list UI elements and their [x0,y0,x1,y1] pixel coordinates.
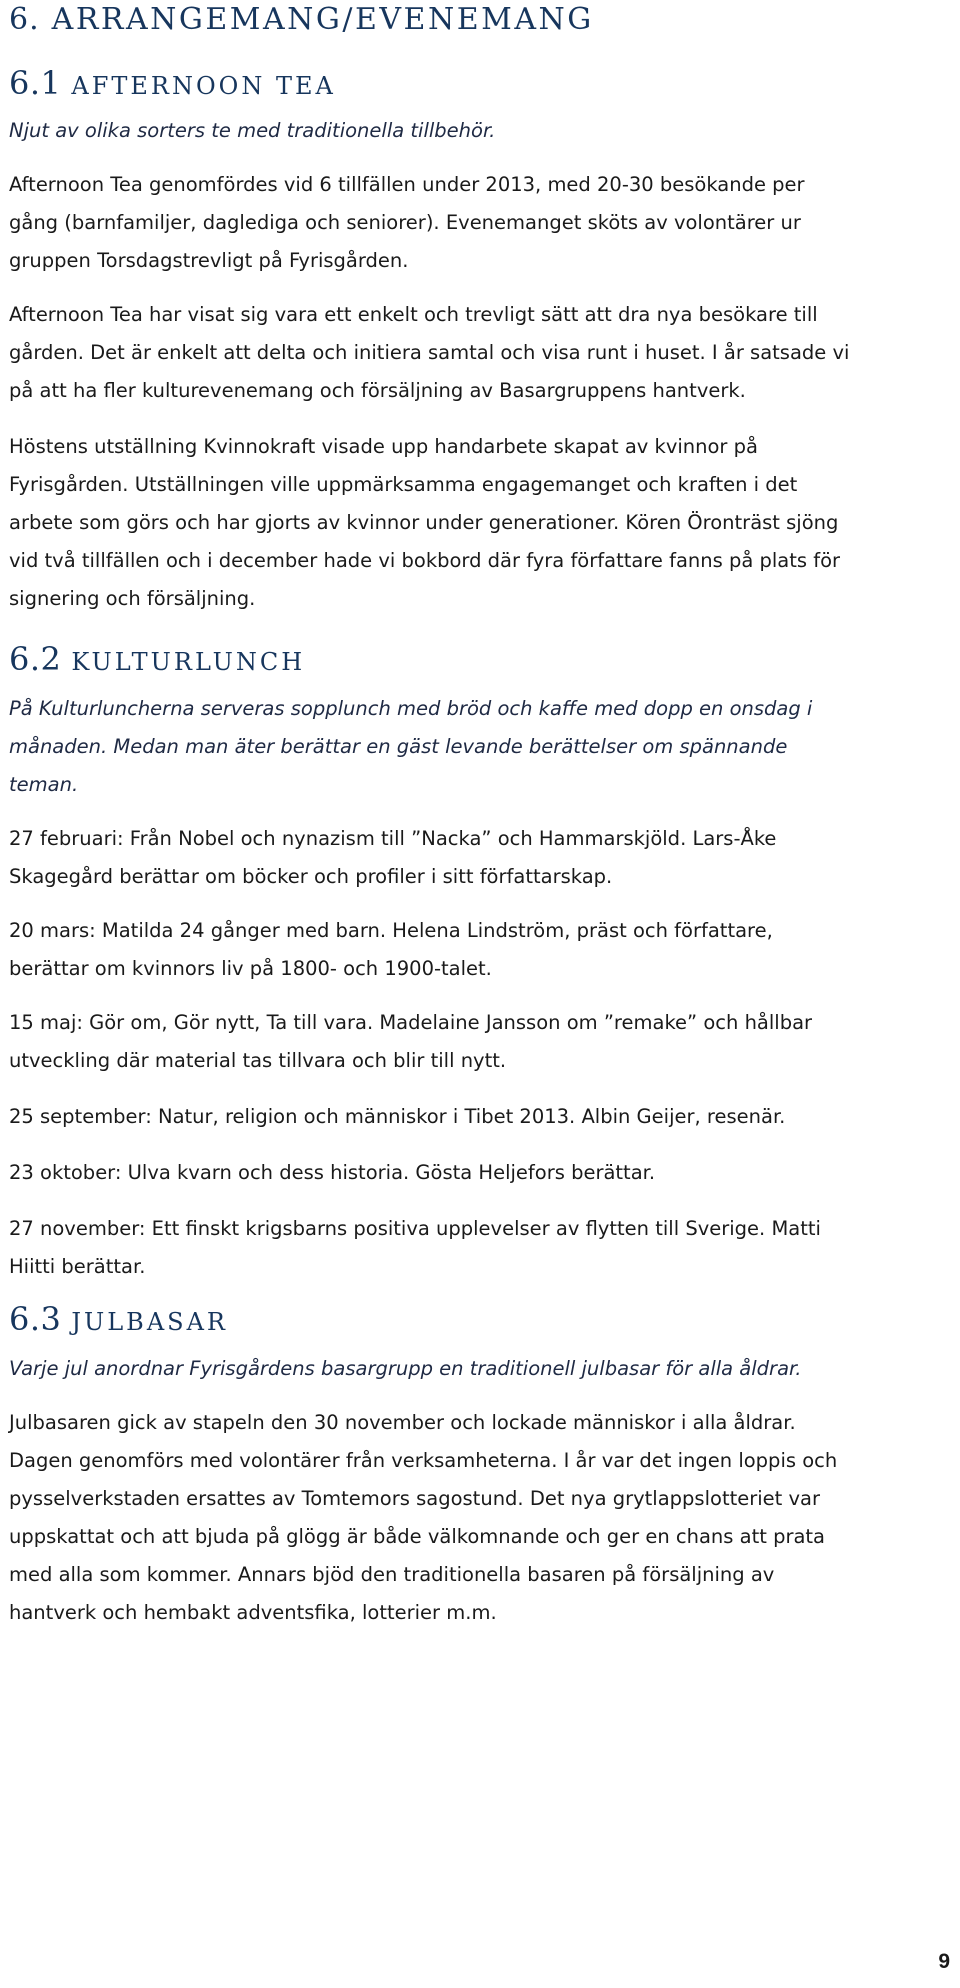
text-line: Hiitti berättar. [9,1255,146,1278]
text-line: 25 september: Natur, religion och människor i Tibet 2013. Albin Geijer, resenär. [9,1105,786,1128]
event-item [9,1004,944,1080]
text-line: utveckling där material tas tillvara och blir till nytt. [9,1049,507,1072]
page-number: 9 [938,1950,950,1973]
section-heading-afternoon-tea [9,64,336,102]
section-intro [9,1350,944,1388]
paragraph [9,428,944,618]
section-number: 6.1 [9,64,62,102]
section-intro [9,112,944,150]
text-line: gång (barnfamiljer, daglediga och seniorer). Evenemanget sköts av volontärer ur [9,211,801,234]
text-line: Fyrisgården. Utställningen ville uppmärksamma engagemanget och kraften i det [9,473,798,496]
section-title: JULBASAR [71,1308,228,1336]
paragraph [9,1404,944,1632]
text-line: Höstens utställning Kvinnokraft visade upp handarbete skapat av kvinnor på [9,435,758,458]
section-title: KULTURLUNCH [71,648,306,676]
text-line: vid två tillfällen och i december hade vi bokbord där fyra författare fanns på plats för [9,549,841,572]
text-line: hantverk och hembakt adventsfika, lotterier m.m. [9,1601,497,1624]
paragraph [9,296,944,410]
event-item [9,820,944,896]
intro-line: månaden. Medan man äter berättar en gäst levande berättelser om spännande [9,735,788,758]
text-line: Julbasaren gick av stapeln den 30 november och lockade människor i alla åldrar. [9,1411,796,1434]
text-line: Dagen genomförs med volontärer från verksamheterna. I år var det ingen loppis och [9,1449,838,1472]
text-line: signering och försäljning. [9,587,256,610]
paragraph [9,166,944,280]
text-line: 27 februari: Från Nobel och nynazism till ”Nacka” och Hammarskjöld. Lars-Åke [9,827,777,850]
text-line: berättar om kvinnors liv på 1800- och 1900-talet. [9,957,492,980]
intro-line: Njut av olika sorters te med traditionella tillbehör. [9,119,496,142]
text-line: 23 oktober: Ulva kvarn och dess historia. Gösta Heljefors berättar. [9,1161,656,1184]
text-line: pysselverkstaden ersattes av Tomtemors sagostund. Det nya grytlappslotteriet var [9,1487,821,1510]
text-line: Afternoon Tea genomfördes vid 6 tillfällen under 2013, med 20-30 besökande per [9,173,805,196]
section-number: 6.3 [9,1300,62,1338]
chapter-heading [9,2,594,37]
text-line: gården. Det är enkelt att delta och initiera samtal och visa runt i huset. I år satsade vi [9,341,850,364]
chapter-number: 6. [9,2,40,37]
text-line: uppskattat och att bjuda på glögg är både välkomnande och ger en chans att prata [9,1525,826,1548]
chapter-title: ARRANGEMANG/EVENEMANG [51,2,594,37]
text-line: arbete som görs och har gjorts av kvinnor under generationer. Kören Öronträst sjöng [9,511,839,534]
intro-line: Varje jul anordnar Fyrisgårdens basargrupp en traditionell julbasar för alla åldrar. [9,1357,802,1380]
section-title: AFTERNOON TEA [71,72,336,100]
text-line: med alla som kommer. Annars bjöd den traditionella basaren på försäljning av [9,1563,775,1586]
text-line: Afternoon Tea har visat sig vara ett enkelt och trevligt sätt att dra nya besökare till [9,303,818,326]
intro-line: teman. [9,773,79,796]
section-heading-julbasar [9,1300,228,1354]
text-line: på att ha fler kulturevenemang och försäljning av Basargruppens hantverk. [9,379,746,402]
event-item [9,1210,944,1286]
text-line: Skagegård berättar om böcker och profiler i sitt författarskap. [9,865,613,888]
intro-line: På Kulturluncherna serveras sopplunch med bröd och kaffe med dopp en onsdag i [9,697,813,720]
event-item [9,1154,944,1192]
section-number: 6.2 [9,640,62,678]
event-item [9,912,944,988]
section-heading-kulturlunch [9,640,305,678]
section-intro [9,690,944,804]
text-line: 20 mars: Matilda 24 gånger med barn. Helena Lindström, präst och författare, [9,919,773,942]
text-line: gruppen Torsdagstrevligt på Fyrisgården. [9,249,409,272]
text-line: 15 maj: Gör om, Gör nytt, Ta till vara. Madelaine Jansson om ”remake” och hållbar [9,1011,813,1034]
text-line: 27 november: Ett finskt krigsbarns positiva upplevelser av flytten till Sverige. Matti [9,1217,821,1240]
event-item [9,1098,944,1136]
